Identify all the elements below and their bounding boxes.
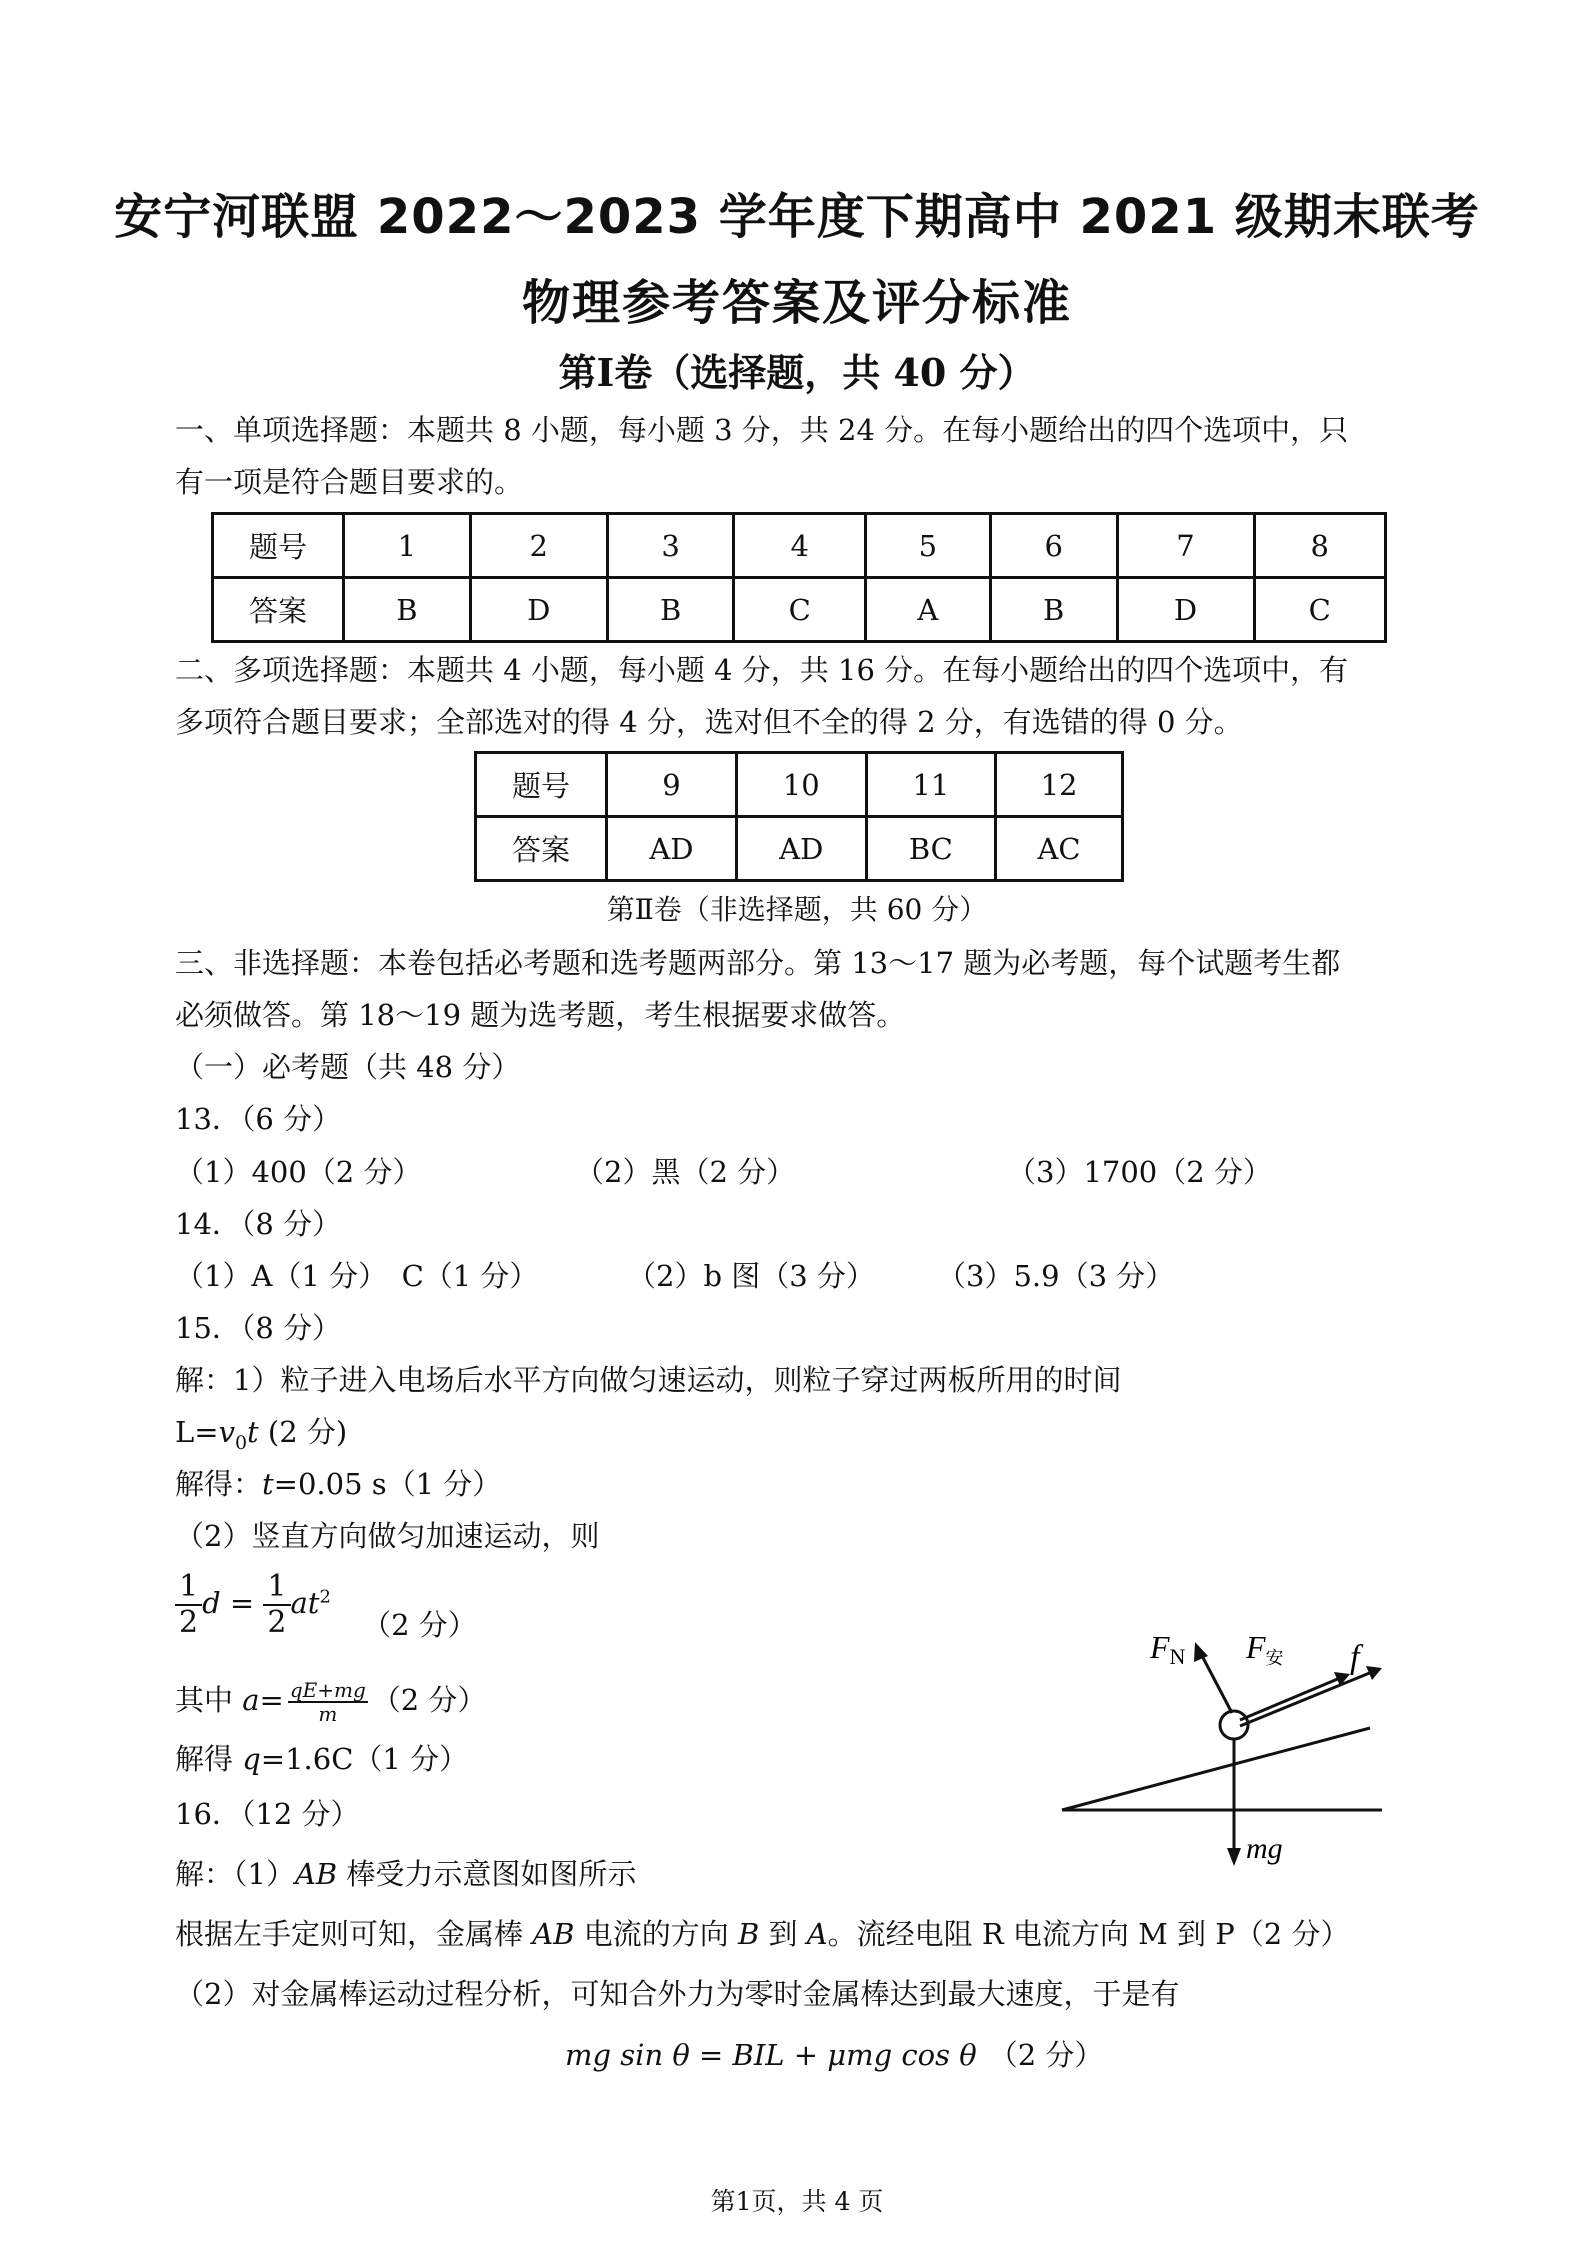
answer-cell: B xyxy=(607,578,734,642)
q15-equation xyxy=(175,1570,477,1640)
q15-line3 xyxy=(175,1462,501,1503)
single-choice-answer-table xyxy=(211,512,1387,643)
question-number: 1 xyxy=(344,514,471,578)
table-row-answers xyxy=(476,817,1123,881)
fraction-half xyxy=(175,1570,202,1640)
label-friction: f xyxy=(1350,1639,1360,1676)
text: 解得 xyxy=(175,1742,243,1776)
answer-cell: C xyxy=(1254,578,1386,642)
q15-line4: （2）竖直方向做匀加速运动，则 xyxy=(175,1519,600,1553)
q16-line1 xyxy=(175,1852,636,1893)
row-label: 题号 xyxy=(476,753,607,817)
row-label: 答案 xyxy=(213,578,344,642)
equals-sign: = xyxy=(259,1683,284,1717)
arrowhead-icon xyxy=(1194,1642,1208,1662)
section1-intro-line1: 一、单项选择题：本题共 8 小题，每小题 3 分，共 24 分。在每小题给出的四个选项中，只 xyxy=(175,413,1349,447)
label-f-ampere: F安 xyxy=(1246,1629,1284,1668)
q14-heading: 14．（8 分） xyxy=(175,1207,342,1241)
q15-line2 xyxy=(175,1410,347,1454)
text: 电流的方向 xyxy=(574,1917,738,1951)
subscript: 0 xyxy=(234,1431,248,1454)
score-note: （2 分） xyxy=(362,1608,477,1642)
q13-heading: 13．（6 分） xyxy=(175,1102,342,1136)
table-row-numbers xyxy=(213,514,1386,578)
q15-line1: 解：1）粒子进入电场后水平方向做匀速运动，则粒子穿过两板所用的时间 xyxy=(175,1363,1122,1397)
page-footer: 第1页，共 4 页 xyxy=(710,2187,884,2216)
question-number: 3 xyxy=(607,514,734,578)
q14-answer-1: （1）A（1 分） C（1 分） xyxy=(175,1259,539,1293)
score-note: （2 分） xyxy=(988,2038,1104,2072)
denominator: m xyxy=(318,1702,338,1726)
question-number: 2 xyxy=(470,514,607,578)
question-number: 12 xyxy=(996,753,1123,817)
answer-cell: AD xyxy=(736,817,866,881)
question-number: 10 xyxy=(736,753,866,817)
row-label: 答案 xyxy=(476,817,607,881)
document-subtitle: 物理参考答案及评分标准 xyxy=(521,275,1072,331)
denominator: 2 xyxy=(179,1605,199,1640)
equals-sign: = xyxy=(220,1586,264,1620)
multiple-choice-answer-table xyxy=(474,751,1124,882)
ampere-force-arrow xyxy=(1240,1678,1340,1720)
answer-cell: AD xyxy=(607,817,737,881)
numerator: qE+mg xyxy=(289,1678,366,1702)
label-fn: FN xyxy=(1150,1629,1186,1669)
section2-intro-line2: 多项符合题目要求；全部选对的得 4 分，选对但不全的得 2 分，有选错的得 0 分。 xyxy=(175,705,1243,739)
q16-line2 xyxy=(175,1912,1349,1953)
q14-answer-2: （2）b 图（3 分） xyxy=(627,1259,875,1293)
text: 到 xyxy=(759,1917,807,1951)
text: 棒受力示意图如图所示 xyxy=(337,1857,637,1891)
symbol-at: at xyxy=(290,1586,320,1620)
required-questions-heading: （一）必考题（共 48 分） xyxy=(175,1050,521,1084)
row-label: 题号 xyxy=(213,514,344,578)
table-row-numbers xyxy=(476,753,1123,817)
symbol-d: d xyxy=(202,1586,221,1620)
text: 根据左手定则可知，金属棒 xyxy=(175,1917,533,1951)
answer-cell: A xyxy=(865,578,990,642)
fraction xyxy=(288,1679,368,1725)
q13-answer-1: （1）400（2 分） xyxy=(175,1155,422,1189)
q16-heading: 16．（12 分） xyxy=(175,1797,360,1831)
q15-heading: 15．（8 分） xyxy=(175,1311,342,1345)
question-number: 5 xyxy=(865,514,990,578)
q15-line6 xyxy=(175,1678,486,1725)
symbol-a: a xyxy=(242,1683,260,1717)
section3-intro-line2: 必须做答。第 18～19 题为选考题，考生根据要求做答。 xyxy=(175,998,906,1032)
symbol-a: A xyxy=(806,1917,828,1951)
table-row-answers xyxy=(213,578,1386,642)
part1-heading: 第Ⅰ卷（选择题，共 40 分） xyxy=(558,350,1036,395)
text: (2 分) xyxy=(258,1415,348,1449)
text: 其中 xyxy=(175,1683,243,1717)
question-number: 11 xyxy=(866,753,995,817)
text: =1.6C（1 分） xyxy=(260,1742,469,1776)
answer-cell: B xyxy=(990,578,1117,642)
text: 解：（1） xyxy=(175,1857,295,1891)
question-number: 9 xyxy=(607,753,737,817)
q13-answer-2: （2）黑（2 分） xyxy=(575,1155,796,1189)
text: （2 分） xyxy=(371,1683,487,1717)
question-number: 7 xyxy=(1117,514,1254,578)
text: 。流经电阻 R 电流方向 M 到 P（2 分） xyxy=(827,1917,1350,1951)
question-number: 8 xyxy=(1254,514,1386,578)
equation-text: mg sin θ = BIL + μmg cos θ xyxy=(565,2038,977,2072)
answer-cell: D xyxy=(1117,578,1254,642)
q13-answer-3: （3）1700（2 分） xyxy=(1007,1155,1272,1189)
text: =0.05 s（1 分） xyxy=(273,1467,502,1501)
q15-line7 xyxy=(175,1737,468,1778)
numerator: 1 xyxy=(263,1570,290,1606)
superscript: 2 xyxy=(319,1586,331,1608)
answer-cell: B xyxy=(344,578,471,642)
symbol-v: v xyxy=(218,1415,235,1449)
q14-answer-3: （3）5.9（3 分） xyxy=(937,1259,1175,1293)
section3-intro-line1: 三、非选择题：本卷包括必考题和选考题两部分。第 13～17 题为必考题，每个试题考生都 xyxy=(175,946,1341,980)
text: 解得： xyxy=(175,1467,263,1501)
answer-cell: AC xyxy=(996,817,1123,881)
numerator: 1 xyxy=(175,1570,202,1606)
arrowhead-icon xyxy=(1227,1848,1241,1866)
section2-intro-line1: 二、多项选择题：本题共 4 小题，每小题 4 分，共 16 分。在每小题给出的四个选项中，有 xyxy=(175,653,1349,687)
symbol-t: t xyxy=(262,1467,274,1501)
document-title: 安宁河联盟 2022～2023 学年度下期高中 2021 级期末联考 xyxy=(114,189,1480,245)
answer-cell: C xyxy=(734,578,865,642)
symbol-b: B xyxy=(737,1917,760,1951)
symbol-t: t xyxy=(247,1415,259,1449)
part2-heading: 第Ⅱ卷（非选择题，共 60 分） xyxy=(606,893,988,926)
q16-equation xyxy=(565,2033,1103,2074)
text: L= xyxy=(175,1415,219,1449)
label-mg: mg xyxy=(1246,1832,1283,1865)
fraction-half xyxy=(263,1570,290,1640)
answer-cell: BC xyxy=(866,817,995,881)
normal-force-arrow xyxy=(1200,1652,1232,1713)
symbol-ab: AB xyxy=(294,1857,338,1891)
force-diagram xyxy=(1050,1620,1390,1870)
symbol-q: q xyxy=(242,1742,261,1776)
q16-line3: （2）对金属棒运动过程分析，可知合外力为零时金属棒达到最大速度，于是有 xyxy=(175,1977,1180,2011)
denominator: 2 xyxy=(267,1605,287,1640)
incline-line xyxy=(1062,1728,1370,1810)
symbol-ab: AB xyxy=(532,1917,575,1951)
friction-arrow xyxy=(1240,1672,1372,1726)
question-number: 4 xyxy=(734,514,865,578)
section1-intro-line2: 有一项是符合题目要求的。 xyxy=(175,465,524,499)
answer-cell: D xyxy=(470,578,607,642)
question-number: 6 xyxy=(990,514,1117,578)
